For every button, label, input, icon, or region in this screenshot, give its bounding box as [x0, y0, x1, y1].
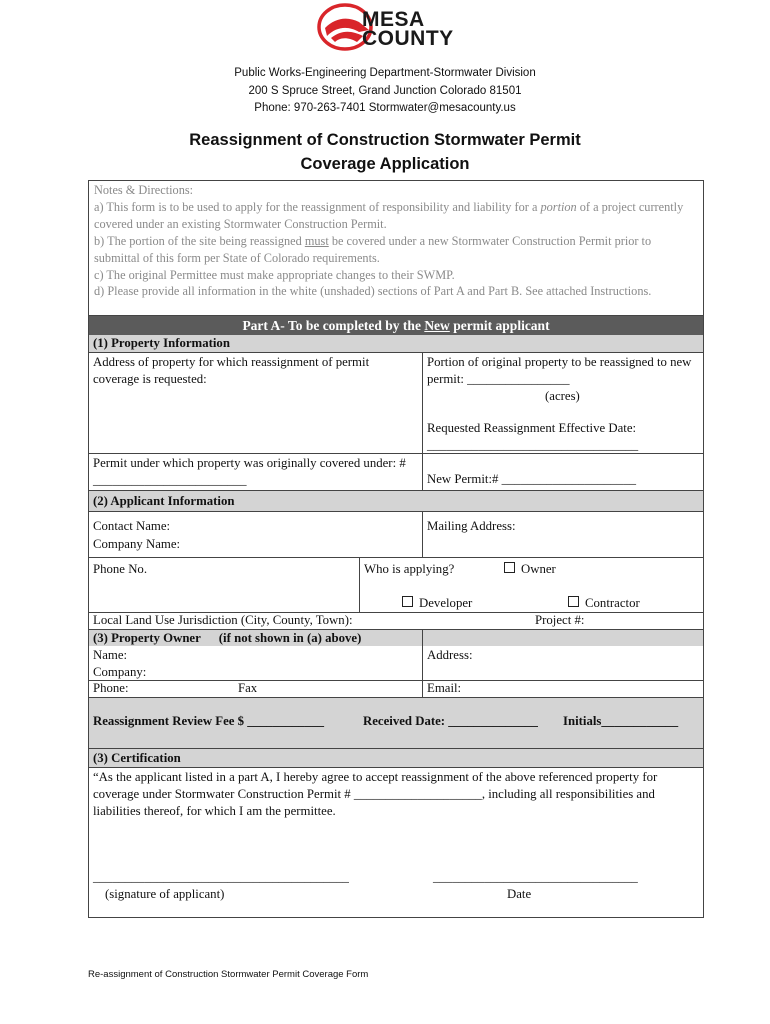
- contact-line: Phone: 970-263-7401 Stormwater@mesacounty.us: [254, 102, 516, 114]
- portion-field[interactable]: Portion of original property to be reassigned to new permit: ________________: [427, 355, 692, 386]
- effective-date-label: Requested Reassignment Effective Date:: [427, 421, 637, 435]
- section-applicant-info: (2) Applicant Information: [89, 491, 703, 511]
- property-address-field[interactable]: Address of property for which reassignment of permit coverage is requested:: [93, 355, 370, 386]
- date-label: Date: [507, 887, 532, 901]
- who-applying-label: Who is applying?: [364, 562, 455, 576]
- owner-name-field[interactable]: Name:: [93, 648, 128, 662]
- section-certification: (3) Certification: [89, 749, 703, 767]
- owner-label: Owner: [521, 562, 556, 576]
- notes-directions: [88, 180, 704, 315]
- logo-text-mesa: MESA: [362, 8, 425, 31]
- address-line: 200 S Spruce Street, Grand Junction Colorado 81501: [248, 85, 522, 97]
- page-subtitle: Coverage Application: [300, 155, 470, 173]
- note-b-underline: must: [304, 233, 329, 248]
- effective-date-field[interactable]: _________________________________: [427, 438, 639, 452]
- application-form: [88, 315, 704, 918]
- signature-line[interactable]: ________________________________________: [93, 870, 349, 884]
- new-permit-field[interactable]: New Permit:# _____________________: [427, 472, 637, 486]
- certification-statement: “As the applicant listed in a part A, I hereby agree to accept reassignment of the above referenced property for coverage under Stormwater Construction Permit # ____________________, including all responsibilities and liabilities thereof, for which I am the permittee.: [93, 770, 658, 818]
- owner-checkbox[interactable]: [504, 562, 515, 573]
- notes-heading: Notes & Directions:: [94, 183, 194, 197]
- owner-heading: (3) Property Owner: [93, 631, 201, 645]
- contact-name-field[interactable]: Contact Name:: [93, 519, 171, 533]
- owner-company-field[interactable]: Company:: [93, 665, 147, 679]
- note-a: [94, 199, 698, 233]
- part-a-text: Part A- To be completed by the: [242, 318, 425, 333]
- note-b-text-end: be covered under a new Stormwater Construction Permit prior to submittal of this form per State of Colorado requirements.: [94, 233, 652, 265]
- part-a-text-end: permit applicant: [449, 318, 550, 333]
- part-a-header: [89, 316, 703, 335]
- jurisdiction-field[interactable]: Local Land Use Jurisdiction (City, County, Town):: [93, 613, 353, 627]
- owner-fax-field[interactable]: Fax: [238, 681, 258, 695]
- owner-email-field[interactable]: Email:: [427, 681, 462, 695]
- section-property-info: (1) Property Information: [89, 335, 703, 352]
- initials-field[interactable]: Initials____________: [563, 714, 679, 728]
- note-c: c) The original Permittee must make appropriate changes to their SWMP.: [94, 267, 455, 282]
- signature-label: (signature of applicant): [105, 887, 225, 901]
- owner-phone-field[interactable]: Phone:: [93, 681, 129, 695]
- note-a-text: a) This form is to be used to apply for the reassignment of responsibility and liability for a: [94, 199, 541, 214]
- section-property-owner: [89, 630, 703, 646]
- mailing-address-field[interactable]: Mailing Address:: [427, 519, 516, 533]
- page-title: Reassignment of Construction Stormwater Permit: [189, 131, 581, 149]
- acres-label: (acres): [545, 389, 580, 403]
- review-fee-field[interactable]: Reassignment Review Fee $ ____________: [93, 714, 325, 728]
- dept-line: Public Works-Engineering Department-Stormwater Division: [234, 67, 536, 79]
- owner-address-field[interactable]: Address:: [427, 648, 473, 662]
- project-number-field[interactable]: Project #:: [535, 613, 585, 627]
- received-date-field[interactable]: Received Date: ______________: [363, 714, 538, 728]
- contractor-option[interactable]: [568, 595, 640, 612]
- developer-label: Developer: [419, 596, 473, 610]
- phone-field[interactable]: Phone No.: [93, 562, 148, 576]
- contractor-checkbox[interactable]: [568, 596, 579, 607]
- date-line[interactable]: ________________________________: [433, 870, 638, 884]
- company-name-field[interactable]: Company Name:: [93, 537, 181, 551]
- owner-option[interactable]: [504, 561, 556, 578]
- developer-checkbox[interactable]: [402, 596, 413, 607]
- note-d: d) Please provide all information in the white (unshaded) sections of Part A and Part B. See attached Instructions.: [94, 284, 652, 299]
- logo-wordmark: [362, 10, 454, 48]
- owner-heading-note: (if not shown in (a) above): [218, 631, 362, 645]
- logo-text-county: COUNTY: [362, 27, 454, 50]
- note-b-text: b) The portion of the site being reassigned: [94, 233, 305, 248]
- note-a-text-end: of a project currently covered under an existing Stormwater Construction Permit.: [94, 199, 684, 231]
- contractor-label: Contractor: [585, 596, 640, 610]
- original-permit-field[interactable]: Permit under which property was originally covered under: # ________________________: [93, 456, 406, 487]
- developer-option[interactable]: [402, 595, 472, 612]
- note-b: [94, 233, 698, 267]
- part-a-new: New: [424, 318, 450, 333]
- note-a-emphasis: portion: [540, 199, 577, 214]
- page-footer: Re-assignment of Construction Stormwater Permit Coverage Form: [88, 969, 369, 980]
